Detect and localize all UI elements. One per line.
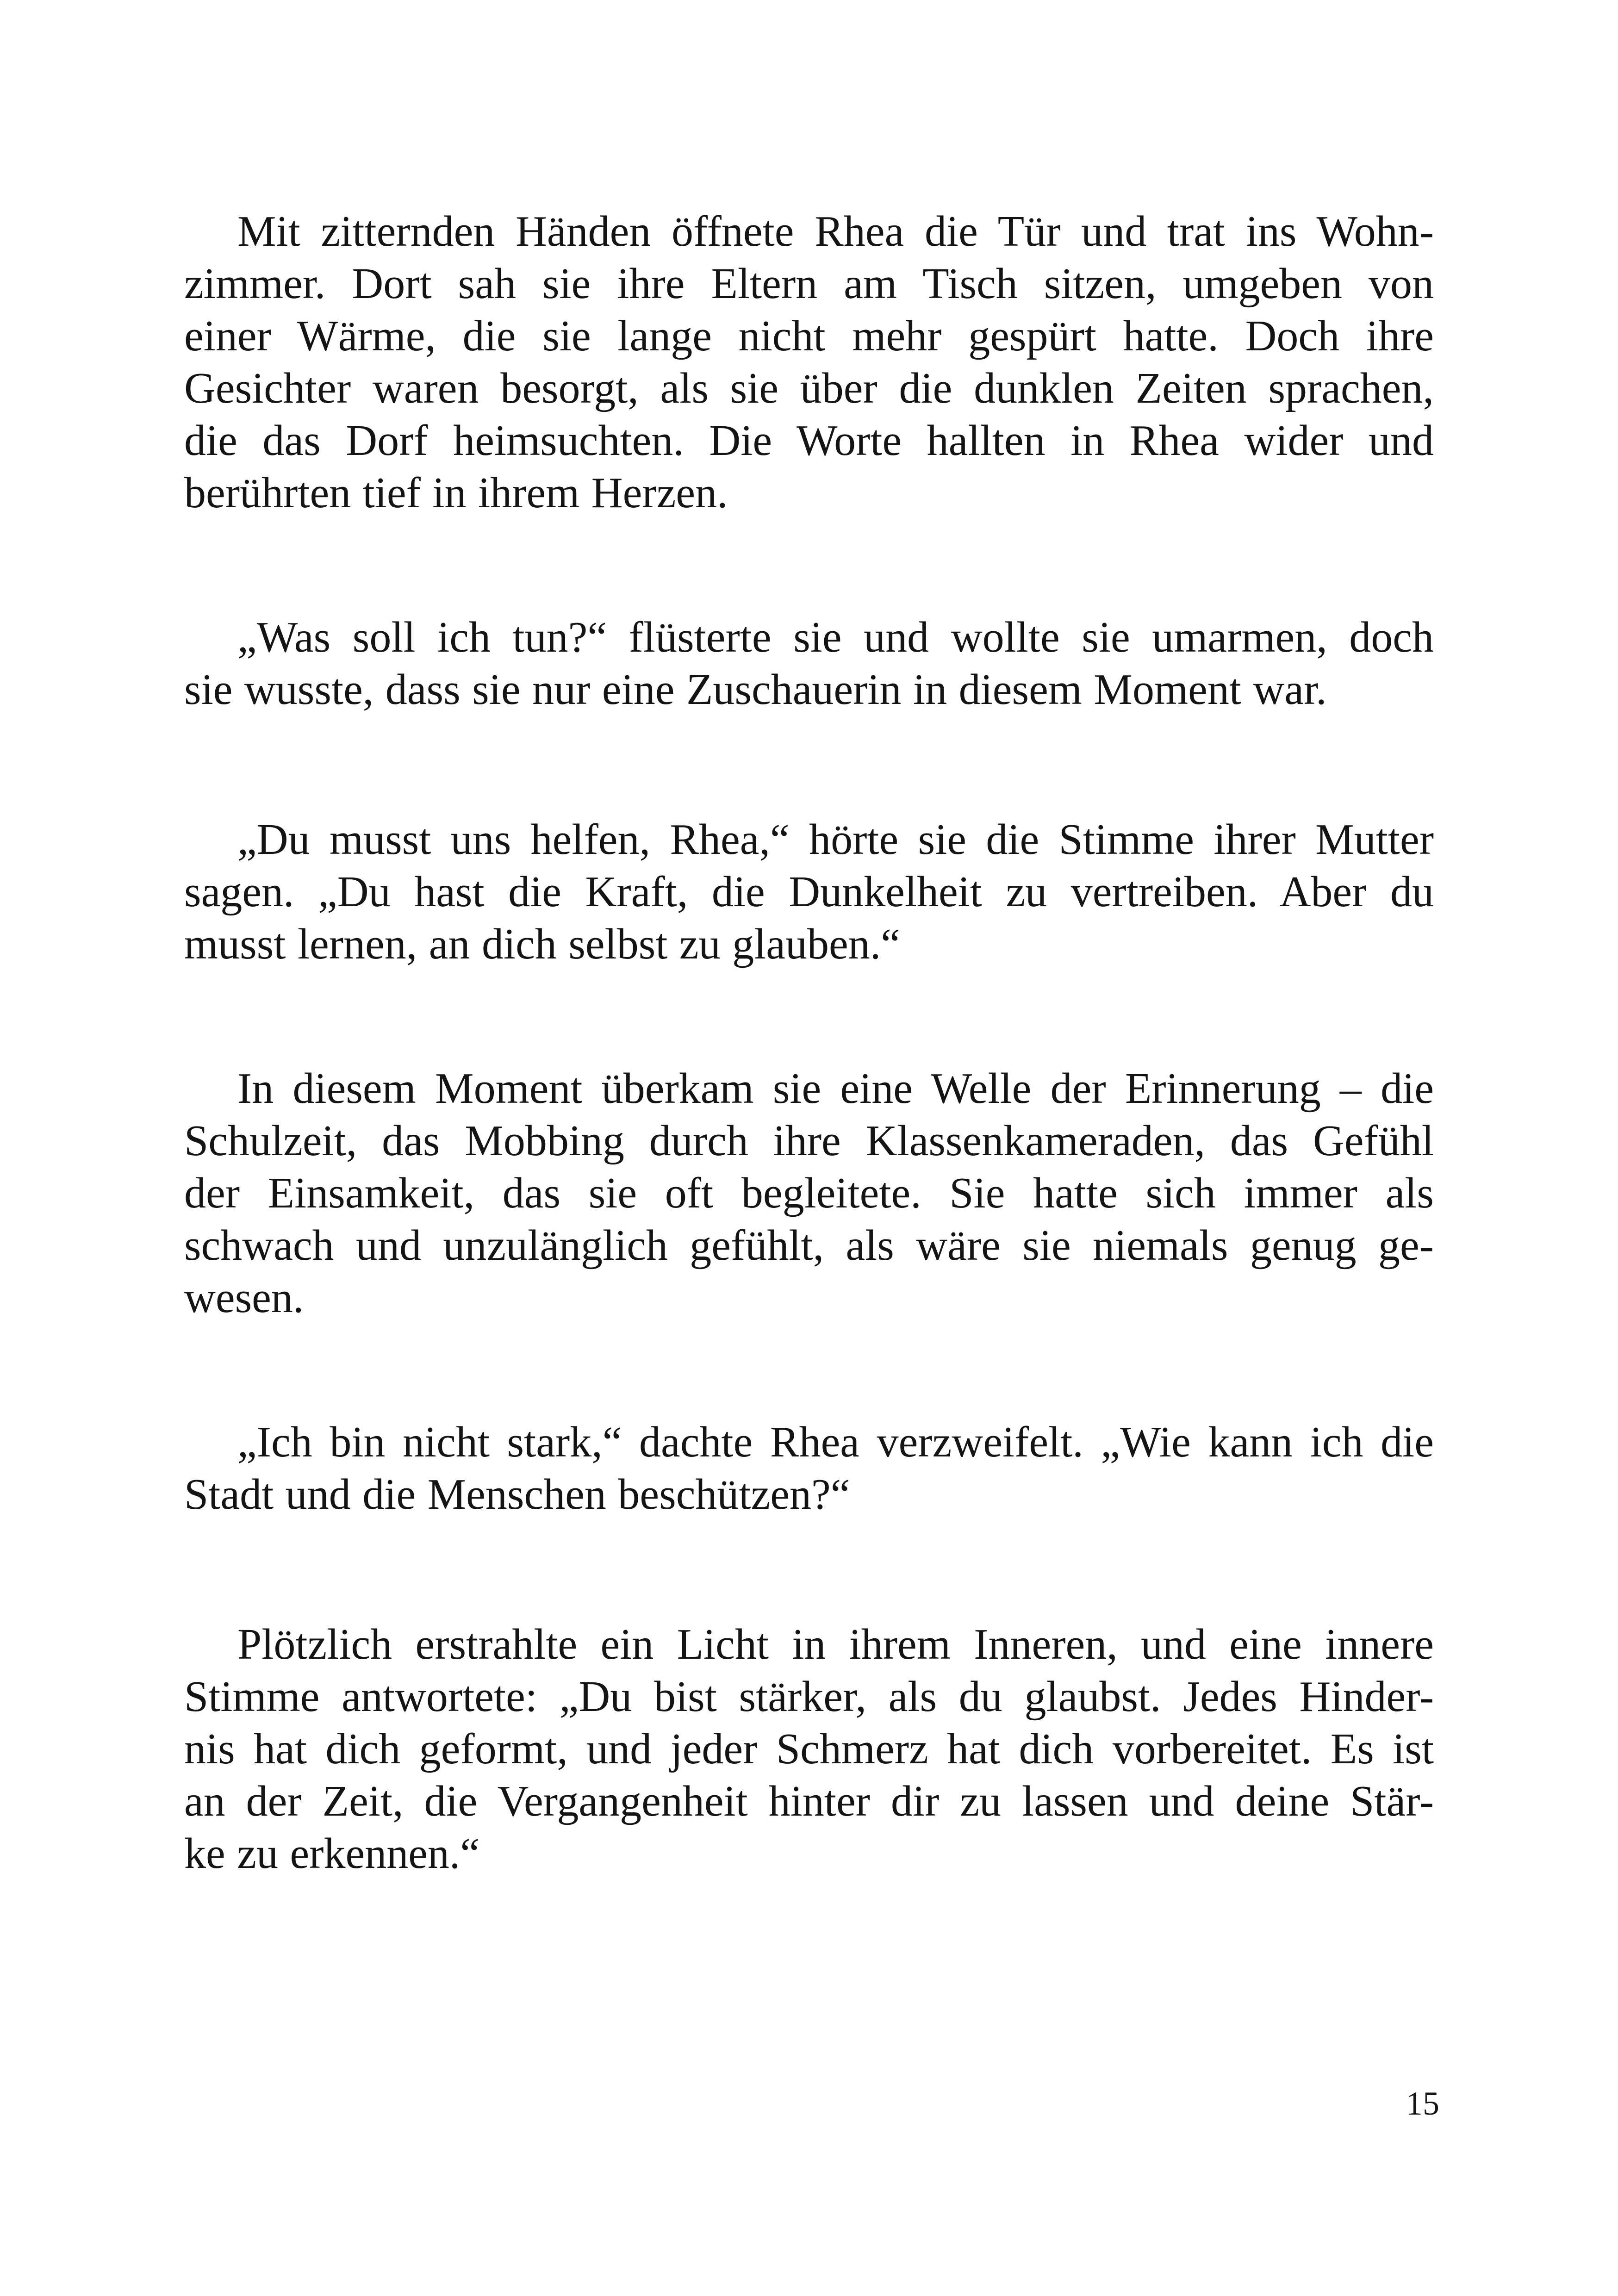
paragraph-1-line-5: die das Dorf heimsuchten. Die Worte hallten in Rhea wider und	[184, 417, 1434, 465]
paragraph-1-line-2: zimmer. Dort sah sie ihre Eltern am Tisch sitzen, umgeben von	[184, 260, 1434, 308]
paragraph-6-line-3: nis hat dich geformt, und jeder Schmerz hat dich vorbereitet. Es ist	[184, 1725, 1434, 1773]
paragraph-6-line-4: an der Zeit, die Vergangenheit hinter dir zu lassen und deine Stär-	[184, 1777, 1434, 1825]
paragraph-6-line-2: Stimme antwortete: „Du bist stärker, als du glaubst. Jedes Hinder-	[184, 1673, 1434, 1721]
paragraph-4-line-3: der Einsamkeit, das sie oft begleitete. Sie hatte sich immer als	[184, 1169, 1434, 1217]
paragraph-4-line-2: Schulzeit, das Mobbing durch ihre Klassenkameraden, das Gefühl	[184, 1117, 1434, 1165]
paragraph-2-line-1: „Was soll ich tun?“ flüsterte sie und wollte sie umarmen, doch	[237, 613, 1434, 661]
paragraph-1-line-1: Mit zitternden Händen öffnete Rhea die Tür und trat ins Wohn-	[237, 207, 1434, 255]
page-number: 15	[1406, 2085, 1439, 2122]
paragraph-4-line-1: In diesem Moment überkam sie eine Welle der Erinnerung – die	[237, 1064, 1434, 1113]
paragraph-1-line-6: berührten tief in ihrem Herzen.	[184, 469, 728, 517]
paragraph-5-line-2: Stadt und die Menschen beschützen?“	[184, 1470, 850, 1518]
paragraph-6-line-5: ke zu erkennen.“	[184, 1829, 480, 1878]
paragraph-4-line-5: wesen.	[184, 1274, 304, 1322]
paragraph-3-line-2: sagen. „Du hast die Kraft, die Dunkelheit zu vertreiben. Aber du	[184, 868, 1434, 916]
paragraph-4-line-4: schwach und unzulänglich gefühlt, als wäre sie niemals genug ge-	[184, 1221, 1434, 1269]
paragraph-5-line-1: „Ich bin nicht stark,“ dachte Rhea verzweifelt. „Wie kann ich die	[237, 1418, 1434, 1466]
paragraph-6-line-1: Plötzlich erstrahlte ein Licht in ihrem Inneren, und eine innere	[237, 1620, 1434, 1668]
paragraph-1-line-3: einer Wärme, die sie lange nicht mehr gespürt hatte. Doch ihre	[184, 312, 1434, 360]
paragraph-3-line-1: „Du musst uns helfen, Rhea,“ hörte sie die Stimme ihrer Mutter	[237, 815, 1434, 864]
paragraph-1-line-4: Gesichter waren besorgt, als sie über die dunklen Zeiten sprachen,	[184, 364, 1434, 412]
paragraph-2-line-2: sie wusste, dass sie nur eine Zuschauerin in diesem Moment war.	[184, 666, 1327, 714]
paragraph-3-line-3: musst lernen, an dich selbst zu glauben.“	[184, 920, 900, 968]
